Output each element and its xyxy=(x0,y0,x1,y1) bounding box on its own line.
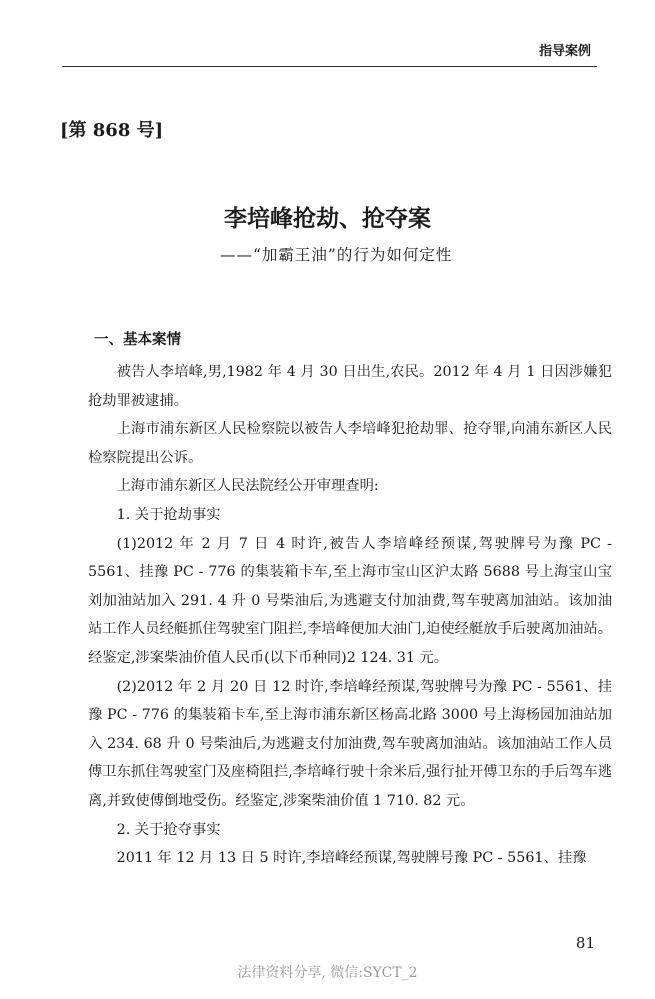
page-number: 81 xyxy=(575,934,595,952)
section-heading: 一、基本案情 xyxy=(94,332,181,348)
watermark: 法律资料分享, 微信:SYCT_2 xyxy=(237,965,418,981)
running-header: 指导案例 xyxy=(538,44,591,59)
paragraph: 上海市浦东新区人民检察院以被告人李培峰犯抢劫罪、抢夺罪,向浦东新区人民检察院提出公诉。 xyxy=(88,421,612,466)
paragraph: 2011 年 12 月 13 日 5 时许,李培峰经预谋,驾驶牌号豫 PC - 5561、挂豫 xyxy=(116,850,587,867)
paragraph: 2. 关于抢夺事实 xyxy=(116,821,221,838)
body-text xyxy=(88,358,612,873)
paragraph: (2)2012 年 2 月 20 日 12 时许,李培峰经预谋,驾驶牌号为豫 PC - 5561、挂豫 PC - 776 的集装箱卡车,至上海市浦东新区杨高北路 3000 号上海杨园加油站加入 234. 68 升 0 号柴油后,为逃避支付加油费,驾车驶离加油站。该加油站工作人员傅卫东抓住驾驶室门及座椅阻拦,李培峰行驶十余米后,强行扯开傅卫东的手后驾车逃离,并致使傅倒地受伤。经鉴定,涉案柴油价值 1 710. 82 元。 xyxy=(88,678,612,809)
case-subtitle: ——“加霸王油”的行为如何定性 xyxy=(220,246,453,264)
header-rule xyxy=(62,66,597,67)
paragraph: 上海市浦东新区人民法院经公开审理查明: xyxy=(116,478,379,495)
case-number: [第 868 号] xyxy=(60,120,164,141)
paragraph: 1. 关于抢劫事实 xyxy=(116,506,221,523)
paragraph: (1)2012 年 2 月 7 日 4 时许,被告人李培峰经预谋,驾驶牌号为豫 PC - 5561、挂豫 PC - 776 的集装箱卡车,至上海市宝山区沪太路 5688 号上海宝山宝刘加油站加入 291. 4 升 0 号柴油后,为逃避支付加油费,驾车驶离加油站。该加油站工作人员经艇抓住驾驶室门阻拦,李培峰便加大油门,迫使经艇放手后驶离加油站。经鉴定,涉案柴油价值人民币(以下币种同)2 124. 31 元。 xyxy=(88,535,612,666)
case-title: 李培峰抢劫、抢夺案 xyxy=(224,205,431,232)
paragraph: 被告人李培峰,男,1982 年 4 月 30 日出生,农民。2012 年 4 月 1 日因涉嫌犯抢劫罪被逮捕。 xyxy=(88,364,612,409)
